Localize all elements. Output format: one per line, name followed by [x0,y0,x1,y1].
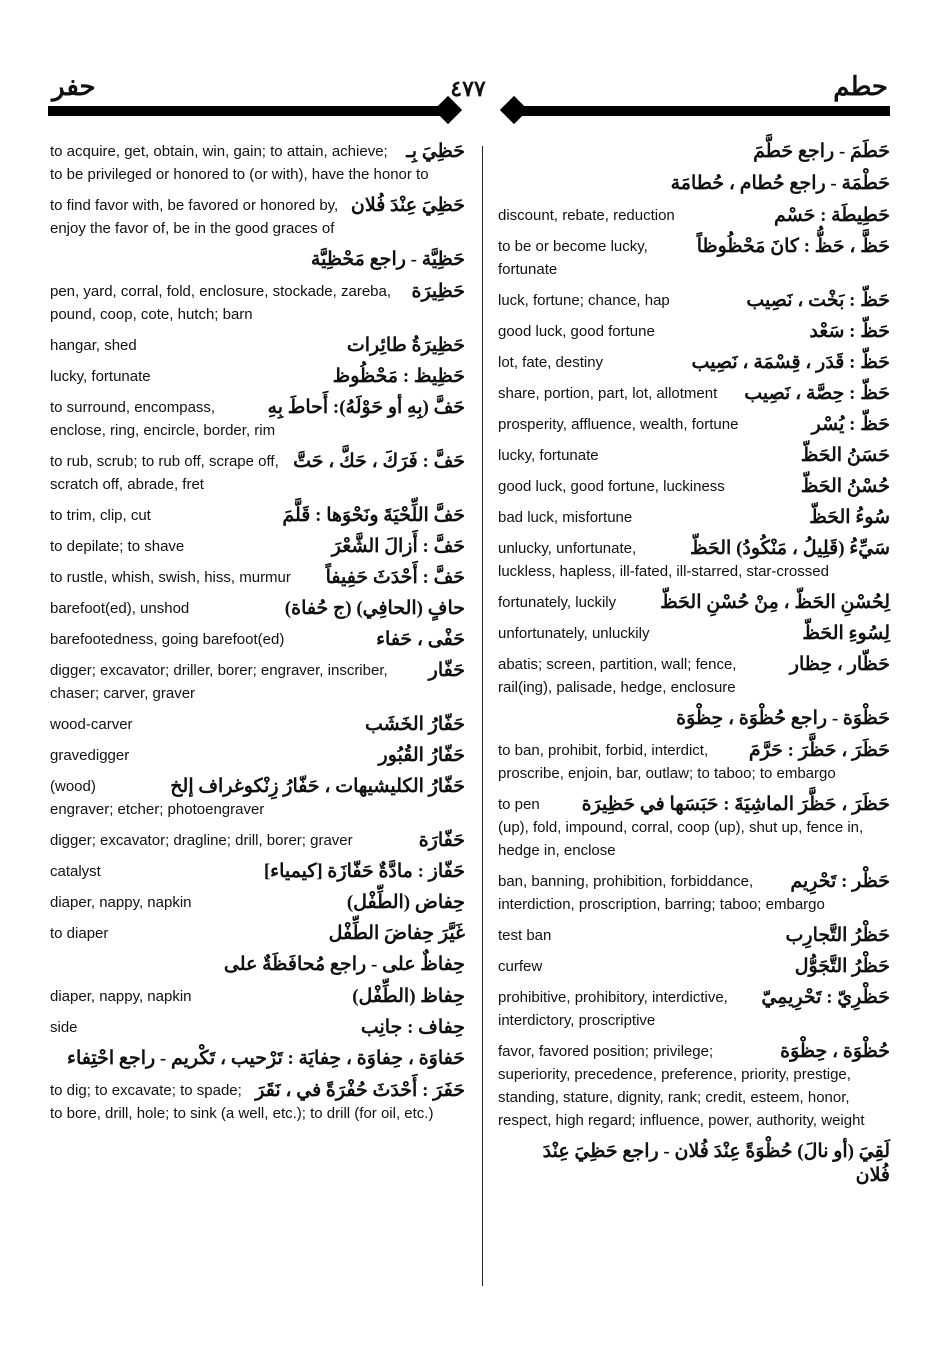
english-definition: diaper, nappy, napkin [50,988,192,1005]
dictionary-entry [50,985,465,1008]
right-column [498,140,890,1196]
english-definition: curfew [498,958,543,975]
dictionary-entry [50,140,465,186]
arabic-headword: حَفَّ : أَحْدَثَ حَفِيفاً [325,567,465,588]
dictionary-entry [498,140,890,164]
dictionary-entry [498,591,890,614]
arabic-headword: حَظّ : قَدَر ، قِسْمَة ، نَصِيب [691,352,890,373]
english-definition: test ban [498,927,552,944]
english-definition: good luck, good fortune, luckiness [498,478,725,495]
arabic-headword: حَظّ : سَعْد [809,321,890,342]
arabic-headword: حَفَّ : أَزالَ الشَّعْرَ [331,536,465,557]
dictionary-entry [50,953,465,977]
dictionary-entry [498,444,890,467]
dictionary-entry [50,775,465,821]
running-head-left: حفر [52,72,96,101]
dictionary-entry [50,566,465,589]
english-definition: unfortunately, unluckily [498,625,650,642]
arabic-headword: حَظِيَ عِنْدَ فُلان [350,195,465,216]
dictionary-entry [498,924,890,947]
arabic-headword: حَطْمَة - راجع حُطام ، حُطامَة [670,173,890,194]
arabic-headword: حَظَرَ ، حَظَّرَ : حَرَّمَ [748,740,890,761]
english-definition: digger; excavator; dragline; drill, borer; graver [50,832,353,849]
dictionary-entry [50,744,465,767]
dictionary-entry [50,922,465,945]
arabic-headword: حَظّار ، حِظار [789,654,890,675]
arabic-headword: حَظَّ ، حَظُّ : كانَ مَحْظُوظاً [696,236,890,257]
english-definition: wood-carver [50,716,133,733]
dictionary-entry [50,659,465,705]
english-definition: to acquire, get, obtain, win, gain; to attain, achieve; to be privileged or honored to (or with), have the honor to [50,143,429,183]
dictionary-entry [50,860,465,883]
dictionary-entry [50,1047,465,1071]
dictionary-entry [50,365,465,388]
arabic-headword: حَظْرُ التَّجَوُّل [794,956,890,977]
dictionary-entry [50,194,465,240]
dictionary-entry [498,1040,890,1132]
page-number: ٤٧٧ [450,76,486,101]
arabic-headword: حَظِيرَةُ طائِرات [346,335,465,356]
arabic-headword: حَظْوَة - راجع حُظْوَة ، حِظْوَة [676,708,890,729]
arabic-headword: لِحُسْنِ الحَظّ ، مِنْ حُسْنِ الحَظّ [660,592,890,613]
english-definition: digger; excavator; driller, borer; engraver, inscriber, chaser; carver, graver [50,662,388,702]
dictionary-entry [50,396,465,442]
english-definition: to depilate; to shave [50,538,185,555]
english-definition: to ban, prohibit, forbid, interdict, proscribe, enjoin, bar, outlaw; to taboo; to embargo [498,742,836,782]
english-definition: to dig; to excavate; to spade; to bore, drill, hole; to sink (a well, etc.); to drill (for oil, etc.) [50,1082,434,1122]
dictionary-entry [50,535,465,558]
arabic-headword: حَظّ : بَخْت ، نَصِيب [746,290,890,311]
left-column [50,140,465,1133]
dictionary-entry [498,870,890,916]
dictionary-entry [498,986,890,1032]
arabic-headword: حَفّاز : مادَّةٌ حَفّازَة [كيمياء] [263,861,465,882]
dictionary-entry [498,413,890,436]
english-definition: discount, rebate, reduction [498,207,675,224]
english-definition: good luck, good fortune [498,323,655,340]
dictionary-entry [498,537,890,583]
arabic-headword: حَفْى ، حَفاء [376,629,465,650]
arabic-headword: حَطِيطَة : حَسْم [773,205,890,226]
arabic-headword: حِفاظ (الطِّفْل) [352,986,465,1007]
arabic-headword: حَظْر : تَحْرِيم [790,871,890,892]
english-definition: side [50,1019,78,1036]
dictionary-entry [50,504,465,527]
dictionary-entry [498,793,890,862]
arabic-headword: حَطَمَ - راجع حَطَّمَ [753,141,890,162]
english-definition: to rub, scrub; to rub off, scrape off, scratch off, abrade, fret [50,453,279,493]
english-definition: abatis; screen, partition, wall; fence, rail(ing), palisade, hedge, enclosure [498,656,737,696]
dictionary-entry [50,334,465,357]
english-definition: favor, favored position; privilege; superiority, precedence, preference, priority, prestige, standing, stature, dignity, rank; credit, esteem, honor, respect, high regard; influence, power, authority, weight [498,1043,865,1129]
english-definition: to find favor with, be favored or honored by, enjoy the favor of, be in the good graces of [50,197,339,237]
arabic-headword: حَفّارُ الخَشَب [364,714,465,735]
english-definition: to surround, encompass, enclose, ring, encircle, border, rim [50,399,276,439]
english-definition: lucky, fortunate [50,368,151,385]
running-head-right: حطم [833,72,888,101]
dictionary-entry [498,653,890,699]
english-definition: to diaper [50,925,109,942]
dictionary-entry [50,891,465,914]
arabic-headword: حُظْوَة ، حِظْوَة [780,1041,890,1062]
english-definition: prosperity, affluence, wealth, fortune [498,416,739,433]
arabic-headword: حَظّ : حِصَّة ، نَصِيب [744,383,890,404]
dictionary-entry [50,829,465,852]
english-definition: barefootedness, going barefoot(ed) [50,631,285,648]
english-definition: luck, fortune; chance, hap [498,292,670,309]
column-divider [482,146,483,1286]
arabic-headword: حِفاض (الطِّفْل) [346,892,465,913]
english-definition: fortunately, luckily [498,594,617,611]
dictionary-entry [498,739,890,785]
dictionary-entry [50,450,465,496]
english-definition: bad luck, misfortune [498,509,633,526]
dictionary-entry [498,351,890,374]
english-definition: to trim, clip, cut [50,507,151,524]
dictionary-entry [498,506,890,529]
arabic-headword: حَسَنُ الحَظّ [800,445,890,466]
english-definition: to pen (up), fold, impound, corral, coop (up), shut up, fence in, hedge in, enclose [498,796,864,859]
arabic-headword: حُسْنُ الحَظّ [800,476,890,497]
english-definition: barefoot(ed), unshod [50,600,190,617]
header-rule-right [512,106,890,116]
arabic-headword: حَفّار [428,660,465,681]
dictionary-entry [498,320,890,343]
english-definition: to be or become lucky, fortunate [498,238,648,278]
english-definition: to rustle, whish, swish, hiss, murmur [50,569,291,586]
dictionary-entry [50,713,465,736]
arabic-headword: سَيِّءُ (قَلِيلُ ، مَنْكُودُ) الحَظّ [689,538,890,559]
dictionary-entry [50,280,465,326]
dictionary-entry [498,235,890,281]
arabic-headword: حَظْرُ التَّجارِب [785,925,890,946]
dictionary-entry [50,1016,465,1039]
arabic-headword: لِسُوءِ الحَظّ [802,623,890,644]
dictionary-entry [498,707,890,731]
dictionary-entry [498,382,890,405]
arabic-headword: حَظِيَ بِـ [406,141,465,162]
english-definition: prohibitive, prohibitory, interdictive, interdictory, proscriptive [498,989,728,1029]
dictionary-entry [498,622,890,645]
dictionary-entry [50,248,465,272]
english-definition: share, portion, part, lot, allotment [498,385,718,402]
arabic-headword: حَظّ : يُسْر [811,414,890,435]
arabic-headword: حَظِيظ : مَحْظُوظ [332,366,465,387]
arabic-headword: حَفّارُ القُبُور [378,745,465,766]
english-definition: lot, fate, destiny [498,354,604,371]
arabic-headword: حِفاظٌ على - راجع مُحافَظَةٌ على [223,954,465,975]
arabic-headword: حَفَّ : فَرَكَ ، حَكَّ ، حَتَّ [293,451,465,472]
dictionary-entry [50,1079,465,1125]
dictionary-entry [498,475,890,498]
arabic-headword: حَفّارَة [418,830,465,851]
dictionary-entry [50,628,465,651]
arabic-headword: حَظِيرَة [411,281,465,302]
arabic-headword: حَظْرِيّ : تَحْرِيمِيّ [761,987,890,1008]
arabic-headword: حَفَّ (بِهِ أو حَوْلَهُ): أَحاطَ بِهِ [267,397,465,418]
english-definition: unlucky, unfortunate, luckless, hapless, ill-fated, ill-starred, star-crossed [498,540,829,580]
english-definition: lucky, fortunate [498,447,599,464]
arabic-headword: حَفاوَة ، حِفاوَة ، حِفايَة : تَرْحيب ، تَكْريم - راجع احْتِفاء [67,1048,465,1069]
english-definition: ban, banning, prohibition, forbiddance, interdiction, proscription, barring; taboo; embargo [498,873,825,913]
arabic-headword: حَفّارُ الكليشيهات ، حَفّارُ زِنْكوغراف إلخ [170,776,465,797]
dictionary-entry [498,1140,890,1188]
header-rule-left [48,106,446,116]
dictionary-entry [498,955,890,978]
dictionary-entry [498,289,890,312]
arabic-headword: غَيَّرَ حِفاضَ الطِّفْل [328,923,465,944]
english-definition: catalyst [50,863,101,880]
arabic-headword: حِفاف : جانِب [360,1017,465,1038]
arabic-headword: حَظِيَّة - راجع مَحْظِيَّة [310,249,465,270]
arabic-headword: سُوءُ الحَظّ [809,507,890,528]
arabic-headword: لَقِيَ (أو نالَ) حُظْوَةً عِنْدَ فُلان - راجع حَظِيَ عِنْدَ فُلان [542,1141,890,1186]
english-definition: pen, yard, corral, fold, enclosure, stockade, zareba, pound, coop, cote, hutch; barn [50,283,392,323]
arabic-headword: حَفَرَ : أَحْدَثَ حُفْرَةً في ، نَقَرَ [255,1080,465,1101]
dictionary-entry [498,204,890,227]
dictionary-entry [498,172,890,196]
arabic-headword: حَظَرَ ، حَظَّرَ الماشِيَةَ : حَبَسَها في حَظِيرَة [581,794,890,815]
dictionary-entry [50,597,465,620]
arabic-headword: حَفَّ اللِّحْيَةَ ونَحْوَها : قَلَّمَ [282,505,465,526]
english-definition: (wood) engraver; etcher; photoengraver [50,778,265,818]
arabic-headword: حافٍ (الحافِي) (ج حُفاة) [284,598,465,619]
english-definition: gravedigger [50,747,130,764]
english-definition: hangar, shed [50,337,137,354]
english-definition: diaper, nappy, napkin [50,894,192,911]
